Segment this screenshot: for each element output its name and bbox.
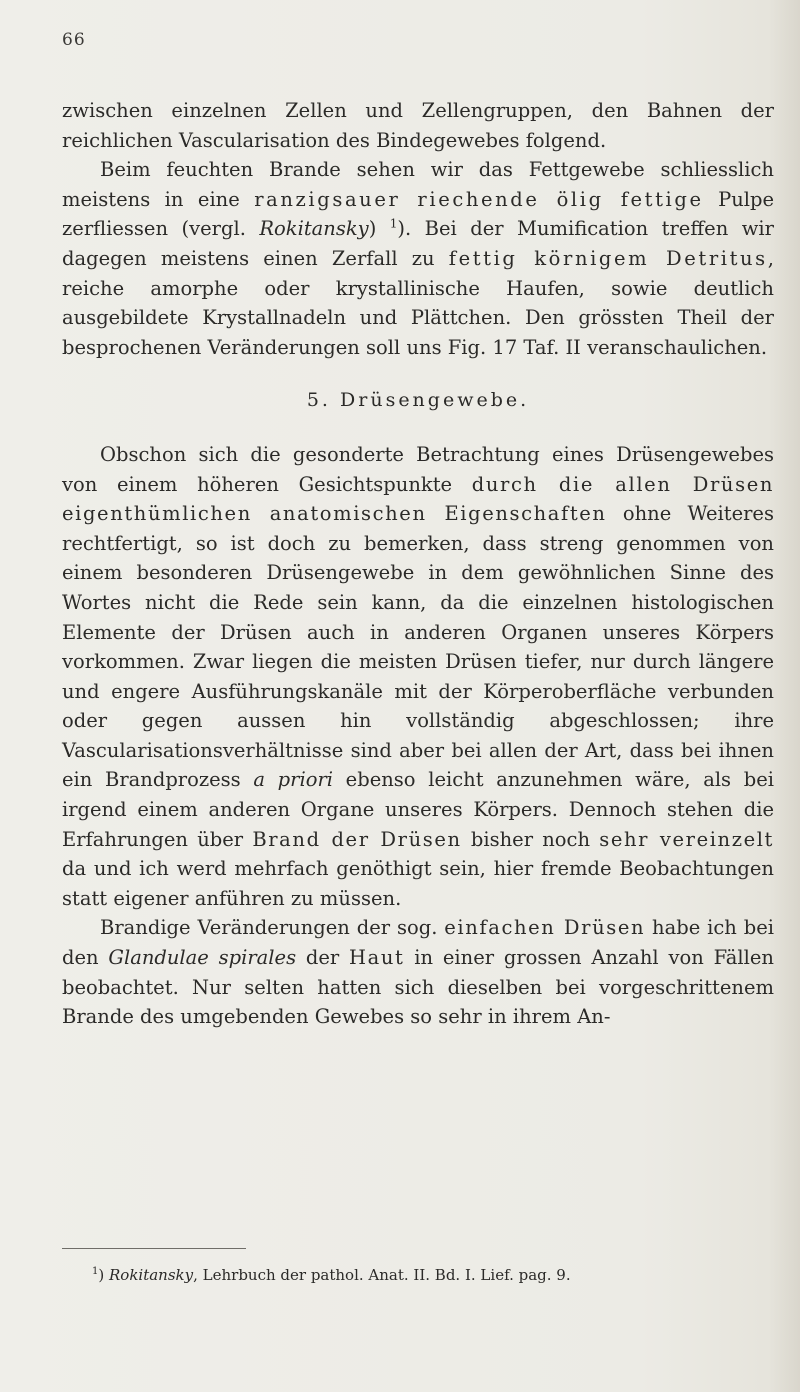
text-run: ohne Weiteres rechtfertigt, so ist doch zu bemerken, dass streng genommen von einem besonderen Drüsengewebe in dem gewöhnlichen Sinne des Wortes nicht die Rede sein kann, da die einzelnen histologischen Elemente der Drüsen auch in anderen Organen unseres Körpers vorkommen. Zwar liegen die meisten Drüsen tiefer, nur durch längere und engere Ausführungskanäle mit der Körperoberfläche verbunden oder gegen aussen hin vollständig abgeschlossen; ihre Vascularisationsverhältnisse sind aber bei allen der Art, dass bei ihnen ein Brandprozess — [62, 502, 774, 792]
text-run: Obschon sich die gesonderte Betrachtung eines Drüsengewebes von einem höheren Gesichtspunkte — [62, 442, 774, 496]
footnote-marker: 1 — [92, 1266, 99, 1277]
paragraph-text: zwischen einzelnen Zellen und Zellengruppen, den Bahnen der reichlichen Vascularisation des Bindegewebes folgend. — [62, 99, 774, 152]
emphasis-text: Haut — [349, 946, 405, 970]
text-run: Brandige Veränderungen der sog. — [100, 916, 445, 940]
footnote-reference: 1 — [389, 216, 398, 231]
text-run: , reiche amorphe oder krystallinische Haufen, sowie deutlich ausgebildete Krystallnadeln und Plättchen. Den grössten Theil der besprochenen Veränderungen soll uns Fig. 17 Taf. II veranschaulichen. — [62, 246, 774, 359]
text-run: der — [296, 946, 350, 970]
author-name: Rokitansky — [259, 217, 369, 241]
italic-text: Glandulae spirales — [108, 946, 297, 970]
page-number: 66 — [62, 30, 86, 50]
text-run: Beim feuchten Brande sehen wir das Fettgewebe schliesslich meistens in eine — [62, 158, 774, 211]
emphasis-text: fettig körnigem Detritus — [448, 246, 768, 270]
text-run: ) — [368, 217, 390, 241]
footnote: $^1$) Rokitansky, Lehrbuch der pathol. Anat. II. Bd. I. Lief. pag. 9. — [92, 1266, 571, 1284]
text-run: ). Bei der Mumification treffen wir dagegen meistens einen Zerfall zu — [62, 217, 774, 270]
italic-text: a priori — [253, 768, 334, 792]
emphasis-text: durch die allen Drüsen eigenthümlichen anatomischen Eigenschaften — [62, 472, 774, 526]
text-run: in einer grossen Anzahl von Fällen beobachtet. Nur selten hatten sich dieselben bei vorgeschrittenem Brande des umgebenden Gewebes so sehr in ihrem An- — [62, 946, 774, 1029]
emphasis-text: ranzigsauer riechende ölig fettige — [254, 187, 704, 211]
footnote-text: , Lehrbuch der pathol. Anat. II. Bd. I. Lief. pag. 9. — [193, 1266, 571, 1284]
emphasis-text: einfachen Drüsen — [444, 916, 646, 940]
text-run: bisher noch — [461, 827, 600, 851]
section-heading: 5. Drüsengewebe. — [306, 389, 530, 412]
paragraph-fettgewebe — [62, 155, 774, 362]
footnote-author: Rokitansky — [109, 1266, 194, 1284]
emphasis-text: sehr vereinzelt — [599, 827, 774, 851]
paragraph-brandige-veraenderungen — [62, 913, 774, 1031]
text-run: ebenso leicht anzunehmen wäre, als bei irgend einem anderen Organe unseres Körpers. Dennoch stehen die Erfahrungen über — [62, 768, 774, 851]
spacer — [62, 416, 774, 440]
body-text — [62, 96, 774, 1032]
text-run: Pulpe zerfliessen (vergl. — [62, 187, 775, 241]
paragraph-continuation — [62, 96, 774, 155]
text-run: da und ich werd mehrfach genöthigt sein, hier fremde Beobachtungen statt eigener anführen zu müssen. — [62, 857, 774, 910]
spacer — [62, 362, 774, 386]
paragraph-druesengewebe — [62, 440, 774, 914]
emphasis-text: Brand der Drüsen — [252, 827, 462, 851]
footnote-divider — [62, 1248, 246, 1249]
text-run: habe ich bei den — [62, 916, 774, 970]
